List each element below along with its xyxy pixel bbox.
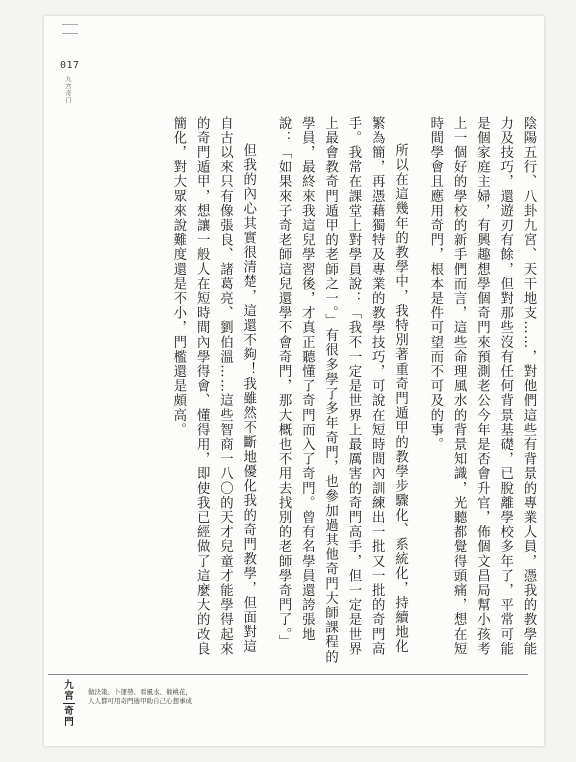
body-text (104, 116, 540, 668)
book-logo-bottom: 奇門 (64, 706, 74, 728)
paragraph: 所以在這幾年的教學中，我特別著重奇門遁甲的教學步驟化、系統化，持續地化繁為簡，再憑藉獨特及專業的教學技巧，可說在短時間內訓練出一批又一批的奇門高手。我常在課堂上對學員說：「我不一定是世界上最厲害的奇門高手，但一定是世界上最會教奇門遁甲的老師之一。」有很多學了多年奇門，也參加過其他奇門大師課程的學員，最終來我這兒學習後，才真正聽懂了奇門而入了奇門。曾有名學員還誇張地說：「如果來子奇老師這兒還學不會奇門，那大概也不用去找別的老師學奇門了。」 (276, 116, 408, 665)
page-number: 017 (60, 60, 80, 71)
book-page (44, 16, 544, 746)
byline-line-2: 人人都可用奇門遁甲助自己心想事成 (88, 697, 192, 705)
book-logo (60, 680, 78, 726)
book-logo-top: 九宮 (64, 680, 74, 702)
book-logo-divider (63, 703, 75, 704)
byline-line-1: 做決策、卜運勢、看風水、催桃花， (88, 688, 192, 696)
chapter-mark: 九宫奇门 (64, 76, 71, 104)
header-ornament (62, 24, 78, 34)
footer-rule (48, 674, 528, 675)
paragraph: 但我的內心其實很清楚，這還不夠！我雖然不斷地優化我的奇門教學，但面對這自古以來只有像張良、諸葛亮、劉伯溫……這些智商一八〇的天才兒童才能學得起來的奇門遁甲，想讓一般人在短時間內學得會、懂得用，即使我已經做了這麼大的改良簡化，對大眾來說難度還是不小，門檻還是頗高。 (170, 116, 256, 657)
footer-byline (88, 688, 192, 706)
paragraph: 陰陽五行、八卦九宮、天干地支……，對他們這些有背景的專業人員，憑我的教學能力及技巧，還遊刃有餘，但對那些沒有任何背景基礎，已脫離學校多年了，平常可能是個家庭主婦，有興趣想學個奇門來預測老公今年是否會升官，佈個文昌局幫小孩考上一個好的學校的新手們而言，這些命理風水的背景知識，光聽都覺得頭痛，想在短時間學會且應用奇門，根本是件可望而不可及的事。 (427, 116, 536, 657)
